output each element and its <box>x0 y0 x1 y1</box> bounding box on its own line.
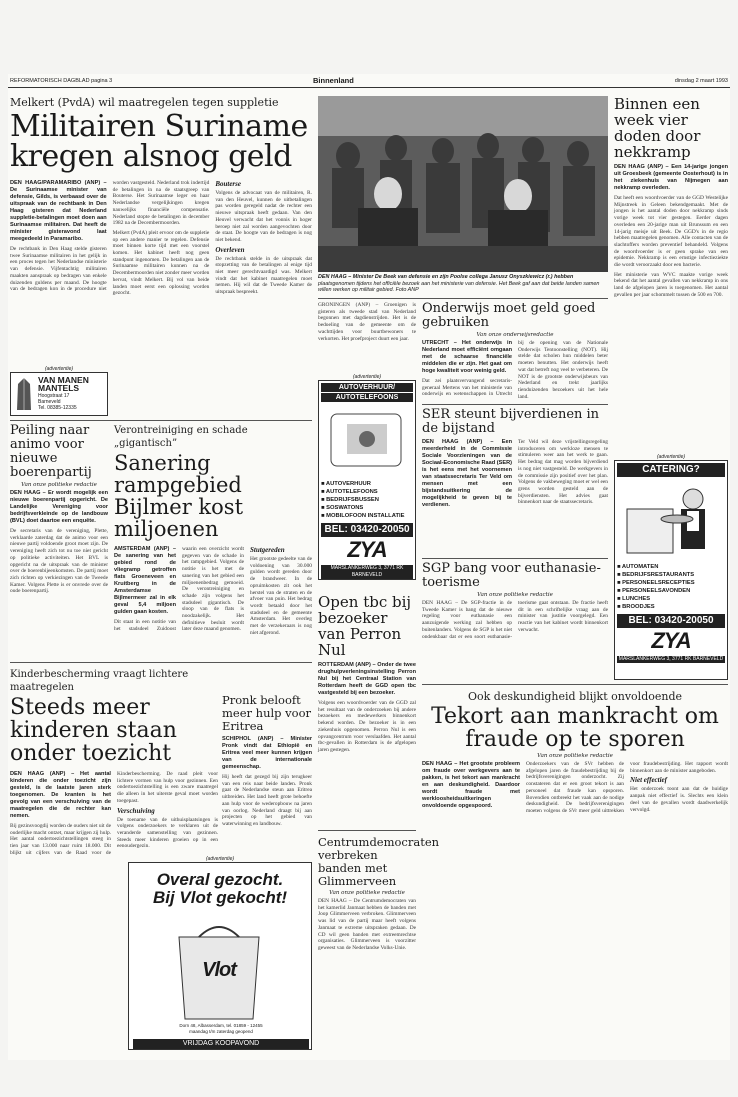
photo-caption <box>318 274 608 296</box>
body: Volgens een woordvoerder van de GGD zal het resultaat van de onderzoeken bij andere bezoekers en medewerkers binnenkort bekend worden. De bezoeker is in een ziekenhuis opgenomen. Perron Nul is een opvangcentrum voor verslaafden. Het aantal tbc-gevallen in Rotterdam is de afgelopen jaren gestegen. <box>318 700 416 753</box>
ad-item: ■ PERSONEELSAVONDEN <box>617 587 725 595</box>
headline: Sanering rampgebied Bijlmer kost miljoenen <box>114 451 244 541</box>
headline: SGP bang voor euthanasie-toerisme <box>422 561 601 590</box>
subhead: Bouterse <box>215 180 241 188</box>
ad-hours: maandag t/m zaterdag geopend <box>189 1029 253 1034</box>
ad-item: ■ PERSONEELSRECEPTIES <box>617 579 725 587</box>
ad-item: ■ AUTOTELEFOONS <box>321 488 413 496</box>
divider <box>422 684 728 685</box>
body: Ter Veld wil deze vrijstellingsregeling introduceren om werkloze mensen te stimuleren weer aan het werk te gaan. Het bedrag dat mag worden bijverdiend is nog niet vastgesteld. De werkgevers in de commissie zijn positief over het plan. Volgens de vakbeweging moet er wel een grens worden gesteld aan de bijverdiensten. Het advies gaat binnenkort naar de staatssecretaris. <box>518 439 608 506</box>
body: De rechtbank in Den Haag stelde gisteren twee Surinaamse militairen in het gelijk in een proces tegen het Nederlandse ministerie van defensie. Vijfentachtig militairen maakten aanspraak op bedragen van enkele duizenden guldens per maand. De hoogte van de bedragen kon in de procedure niet worden vastgesteld. Nederland trok indertijd de betalingen in na de staatsgreep van Bouterse. Het Surinaamse leger en haar Nederlandse vergelijkingen kregen nauwelijks financiële compensatie. Nederland stopte de betalingen in december 1982 na de Decembermoorden. <box>10 180 210 293</box>
kicker: Ook deskundigheid blijkt onvoldoende <box>467 690 683 703</box>
ad-phone: Tel. 08385-12335 <box>38 405 77 411</box>
article-perron <box>318 594 416 826</box>
news-photo <box>318 96 608 272</box>
divider <box>422 558 608 559</box>
ad-label: (advertentie) <box>352 374 382 380</box>
body: Onderzoekers van de SVr hebben de afgelopen jaren de fraudebestrijding bij de bedrijfsverenigingen onderzocht. Zij constateren dat er een groot tekort is aan personeel dat fraude kan opsporen. Bovendien ontbreekt het vaak aan de nodige deskundigheid. De bedrijfsverenigingen moeten volgens de SVr meer geld uittrekken voor fraudebestrijding. Het rapport wordt binnenkort aan de minister aangeboden. <box>526 761 728 814</box>
headline: Militairen Suriname kregen alsnog geld <box>10 109 308 174</box>
headline: Centrumdemocraten verbreken banden met Glimmerveen <box>318 835 440 888</box>
article-fraude <box>422 690 728 1054</box>
headline: Tekort aan mankracht om fraude op te sporen <box>431 704 719 752</box>
ad-catering <box>614 454 728 684</box>
ad-name: VAN MANEN MANTELS <box>38 375 89 393</box>
headline: Pronk belooft meer hulp voor Eritrea <box>222 693 312 733</box>
lead: SCHIPHOL (ANP) – Minister Pronk vindt dat Ethiopië en Eritrea veel meer kunnen krijgen van de internationale gemeenschap. <box>222 736 312 770</box>
header-date: dinsdag 2 maart 1993 <box>674 78 728 84</box>
ad-van-manen <box>10 366 108 418</box>
ad-brand: Vlot <box>202 959 236 981</box>
lead: DEN HAAG (ANP) – Het aantal kinderen die onder toezicht zijn gesteld, is de laatste jaren sterk toegenomen. De kranten is het gevolg van een verschuiving van de maatregelen die de rechter kan nemen. <box>10 771 111 819</box>
ad-slogan: Overal gezocht. <box>156 870 284 889</box>
ad-item: ■ BEDRIJFSBUSSEN <box>321 496 413 504</box>
article-onderwijs <box>422 302 608 402</box>
body: Dat heeft een woordvoerder van de GGD Westelijke Mijnstreek in Geleen bekendgemaakt. Met de jongen is het aantal doden door nekkramp sinds vorige week tot vier gestegen. Eerder dagen overleden een 20-jarige man uit Brunssum en een 14-jarig meisje uit Beek. De GGD's in de regio hebben maatregelen genomen. Alle contacten van de slachtoffers worden preventief behandeld. Volgens de woordvoerder is er geen sprake van een epidemie. Nekkramp is een ernstige infectieziekte die wordt veroorzaakt door een bacterie. <box>614 195 728 269</box>
ad-phone: BEL: 03420-20050 <box>321 523 413 537</box>
body: Bij gezinsvoogdij worden de ouders niet uit de ouderlijke macht ontzet, maar krijgen zij hulp. Het aantal ondertoezichtstellingen steeg in tien jaar van 13.000 naar ruim 18.000. Dit blijkt uit cijfers van de Raad voor de Kinderbescherming. De raad pleit voor lichtere vormen van hulp voor gezinnen. Een ondertoezichtstelling is een zware maatregel die alleen in het uiterste geval moet worden toegepast. <box>10 771 218 856</box>
article-nekkramp <box>614 96 728 450</box>
article-euthanasie <box>422 562 608 672</box>
ad-city: Barneveld <box>38 399 61 405</box>
ad-vlot <box>128 856 312 1054</box>
body: Het onderzoek toont aan dat de huidige aanpak niet effectief is. Slechts een klein deel van de gevallen wordt daadwerkelijk vervolgd. <box>630 786 728 813</box>
subhead: Stutgereden <box>250 546 285 554</box>
ad-slogan: Bij Vlot gekocht! <box>152 888 288 907</box>
byline: Van onze politieke redactie <box>329 890 405 896</box>
headline: Open tbc bij bezoeker van Perron Nul <box>318 593 412 659</box>
ad-address: Hoogstraat 17 <box>38 393 70 399</box>
headline: SER steunt bijverdienen in de bijstand <box>422 407 600 436</box>
ad-item: ■ BROODJES <box>617 603 725 611</box>
ad-item: ■ AUTOVERHUUR <box>321 480 413 488</box>
subhead: Niet effectief <box>630 776 667 785</box>
body: Het grootste gedeelte van de voldoening van 30.000 gulden wordt gereden door de brandweer. In de opruimkosten zit ook het herstel van de straten en de afvoer van puin. Het bedrag wordt betaald door het stadsdeel en de gemeente Amsterdam. Het overleg met de verzekeraars is nog niet afgerond. <box>250 556 312 636</box>
coat-icon <box>14 376 34 412</box>
lead: AMSTERDAM (ANP) – De sanering van het gebied rond de vliegramp getroffen flats Groeneveen en Kruitberg in de Amsterdamse Bijlmermeer zal in elk geval 5,4 miljoen gulden gaan kosten. <box>114 546 176 615</box>
headline: Binnen een week vier doden door nekkramp <box>614 95 701 161</box>
car-phone-illustration <box>321 404 413 474</box>
subhead: Overleven <box>215 245 245 254</box>
lead: ROTTERDAM (ANP) – Onder de twee drughulpverleningsinstelling Perron Nul bij het Centraal Station van Rotterdam heeft de GGD open tbc vastgesteld bij een bezoeker. <box>318 662 416 696</box>
divider <box>318 298 608 299</box>
ad-logo: ZYA <box>347 537 387 562</box>
article-bijlmer <box>114 424 312 690</box>
lead: DEN HAAG (ANP) – Een meerderheid in de Commissie Sociale Voorzieningen van de Sociaal-Economische Raad (SER) is het eens met het voornemen van staatssecretaris Ter Veld om mensen met een bijstandsuitkering de mogelijkheid te geven bij te verdienen. <box>422 439 512 508</box>
article-peiling <box>10 424 108 706</box>
article-glimmerveen <box>318 835 440 1056</box>
body: GRONINGEN (ANP) – Groenigen is gisteren als tweede stad van Nederland begonnen met dagdienstrijden. Het is de bedoeling van de gemeente om de wachttijden voor buurtbewoners te verkorten. Het proefproject duurt een jaar. <box>318 302 416 342</box>
ad-banner: AUTOVERHUUR/ <box>321 383 413 392</box>
kicker: Kinderbescherming vraagt lichtere maatregelen <box>10 669 189 693</box>
caption-body: plaatsgenomen tijdens het officiële bezoek aan het ministerie van defensie. Het Beek gaf aan dat beide landen samen willen werken op militair gebied. Foto ANP <box>318 280 600 293</box>
divider <box>10 662 312 663</box>
kicker: Verontreiniging en schade „gigantisch” <box>114 425 248 449</box>
divider <box>422 404 608 405</box>
body: Dat zei plaatsvervangend secretaris-generaal Mertens van het ministerie van onderwijs en wetenschappen in Utrecht bij de opening van de Nationale Onderwijs Tentoonstelling (NOT). Hij stelde dat scholen hun middelen beter moeten benutten. Het onderwijs heeft wat dat betreft nog veel te verbeteren. De NOT is de grootste onderwijsbeurs van Nederland en trekt jaarlijks tienduizenden bezoekers uit het hele land. <box>422 340 608 400</box>
headline: Steeds meer kinderen staan onder toezicht <box>10 695 177 766</box>
body: Volgens de advocaat van de militairen, R. van den Heuvel, kunnen de uitbetalingen pas worden geregeld nadat de rechter een nieuwe uitspraak heeft gedaan. Van den Heuvel verwacht dat het vonnis in hoger beroep niet zal worden aangevochten door de staat. De hoogte van de bedragen is nog niet bekend. <box>215 190 312 243</box>
lead: DEN HAAG (ANP) – Een 14-jarige jongen uit Groesbeek (gemeente Oosterhout) is in het ziekenhuis van Nijmegen aan nekkramp overleden. <box>614 164 728 191</box>
headline: Onderwijs moet geld goed gebruiken <box>422 301 596 330</box>
body: DEN HAAG – De SGP-fractie in de Tweede Kamer is bang dat de nieuwe regeling voor euthanasie een aanzuigende werking zal hebben op buitenlanders. Volgens de SGP is het niet ondenkbaar dat er een soort euthanasie-toerisme gaat ontstaan. De fractie heeft dit in een schriftelijke vraag aan de minister van justitie voorgelegd. Een reactie van het kabinet wordt binnenkort verwacht. <box>422 600 608 640</box>
byline: Van onze politieke redactie <box>21 482 97 488</box>
subhead: Verschuiving <box>117 806 155 815</box>
body: Het ministerie van WVC maakte vorige week bekend dat het aantal gevallen van nekkramp in ons land de afgelopen jaren is toegenomen. Het aantal gevallen per jaar schommelt tussen de 500 en 700. <box>614 271 728 298</box>
ad-address: Dorn 48, Albasserdam, tel. 01859 - 12455 <box>179 1023 263 1028</box>
ad-phone: BEL: 03420-20050 <box>617 614 725 628</box>
article-eritrea <box>222 694 312 854</box>
waiter-illustration <box>617 479 725 559</box>
body: Hij heeft dat gezegd bij zijn terugkeer van een reis naar beide landen. Pronk gaat de Nederlandse steun aan Eritrea uitbreiden. Het land heeft grote behoefte aan hulp voor de wederopbouw na jaren van oorlog. Nederland draagt bij aan projecten op het gebied van waterwinning en landbouw. <box>222 774 312 827</box>
lead: UTRECHT – Het onderwijs in Nederland moet efficiënt omgaan met de schaarse financiële middelen die er zijn. Het gaat om hoge kwaliteit voor weinig geld. <box>422 340 512 374</box>
header-left: REFORMATORISCH DAGBLAD pagina 3 <box>10 78 113 84</box>
byline: Van onze politieke redactie <box>537 753 613 759</box>
caption-head: DEN HAAG – Minister De Beek van defensie en zijn Poolse collega Janusz Onyszkiewicz (r.) hebben <box>318 274 574 280</box>
ad-item: ■ MOBILOFOON INSTALLATIE <box>321 512 413 520</box>
body: Melkert (PvdA) pleit ervoor om de suppletie op een andere manier te regelen. Defensie moet binnen korte tijd met een voorstel komen. Het kabinet heeft nog geen standpunt ingenomen. De betalingen aan de Surinaamse militairen kunnen na de Decembermoorden niet zonder meer worden hervat, vindt Melkert. Bij vol van beide landen moet eerst een oplossing worden gezocht. <box>112 229 210 297</box>
lead: DEN HAAG – Er wordt mogelijk een nieuwe boerenpartij opgericht. De Landelijke Vereniging voor bedrijfsverkleinde op de landbouw (BVL) doet daartoe een enquête. <box>10 490 108 524</box>
ad-logo: ZYA <box>651 628 691 653</box>
ad-item: ■ LUNCHES <box>617 595 725 603</box>
ad-label: (advertentie) <box>44 366 74 372</box>
photo-officers-image <box>318 96 608 272</box>
kicker: Melkert (PvdA) wil maatregelen tegen suppletie <box>10 96 279 109</box>
ad-banner: AUTOTELEFOONS <box>321 393 413 402</box>
byline: Van onze onderwijsredactie <box>476 332 554 338</box>
body: DEN HAAG – De Centrumdemocraten van het kamerlid Janmaat hebben de banden met Joop Glimmerveen verbroken. Glimmerveen was lid van de partij maar heeft volgens Janmaat te extreme uitspraken gedaan. De CD wil geen banden met extreemrechtse organisaties. Glimmerveen is voorzitter geweest van de Nederlandse Volks-Unie. <box>318 898 416 951</box>
ad-label: (advertentie) <box>205 856 235 862</box>
byline: Van onze politieke redactie <box>477 592 553 598</box>
lead: DEN HAAG – Het grootste probleem om fraude over werkgevers aan te pakken, is het tekort aan mankracht en aan deskundigheid. Daardoor wordt fraude met werkloosheidsuitkeringen onvoldoende opgespoord. <box>422 761 520 809</box>
ad-address: MARSLANKERWEG 3, 3771 RK BARNEVELD <box>321 565 413 579</box>
ad-item: ■ SOSWATONS <box>321 504 413 512</box>
lead: DEN HAAG/PARAMARIBO (ANP) – De Surinaamse minister van defensie, Gilds, is verbaasd over de uitspraak van de rechtbank in Den Haag gisteren dat Nederland suppletie-betalingen moet doen aan Surinaamse militairen. Dat heeft de minister gisteravond laat meegedeeld in Paramaribo. <box>10 180 107 242</box>
header-section: Binnenland <box>313 76 354 85</box>
article-groningen <box>318 302 416 372</box>
ad-autoverhuur <box>318 374 416 584</box>
ad-address: MARSLANKERWEG 3, 3771 RK BARNEVELD <box>618 656 724 662</box>
ad-banner: CATERING? <box>617 463 725 477</box>
ad-label: (advertentie) <box>656 454 686 460</box>
body: De secretaris van de vereniging, Plette, verklaarde zaterdag dat de animo voor een nieuwe partij voldoende groot moet zijn. De vereniging heeft zich tot nu toe niet gericht op politieke activiteiten. Het BVL is opgericht na de uitspraak van de minister over de boerenbijeenkomsten. De partij moet zich richten op verkiezingen van de Tweede Kamer. Volgens Plette is er onvrede over de oude boerenpartij. <box>10 528 108 595</box>
divider <box>10 420 312 421</box>
divider <box>318 830 416 831</box>
ad-koopavond: VRIJDAG KOOPAVOND <box>133 1039 309 1049</box>
ad-item: ■ BEDRIJFSRESTAURANTS <box>617 571 725 579</box>
page-header <box>8 74 730 88</box>
ad-item: ■ AUTOMATEN <box>617 563 725 571</box>
body: De rechtbank stelde in de uitspraak dat stopzetting van de betalingen al enige tijd niet meer gerechtvaardigd was. Melkert vindt dat het kabinet maatregelen moet nemen. Hij wil dat de Tweede Kamer de uitspraak bespreekt. <box>215 255 312 296</box>
body: Dit staat in een notitie van het stadsdeel Zuidoost waarin een overzicht wordt gegeven van de schade in het rampgebied. Volgens de notitie is het met de sanering van het gebied een miljoenenbedrag gemoeid. De verontreiniging en schade zijn volgens het stadsdeel gigantisch. De sloop van de flats is noodzakelijk. Het definitieve besluit wordt later deze maand genomen. <box>114 546 244 633</box>
article-ser <box>422 408 608 556</box>
headline: Peiling naar animo voor nieuwe boerenpartij <box>10 423 92 480</box>
newspaper-page <box>8 74 730 1060</box>
body: De toename van de uithuisplaatsingen is volgens onderzoekers te verklaren uit de veranderde samenstelling van gezinnen. Steeds meer kinderen groeien op in een eenoudergezin. <box>117 816 218 850</box>
